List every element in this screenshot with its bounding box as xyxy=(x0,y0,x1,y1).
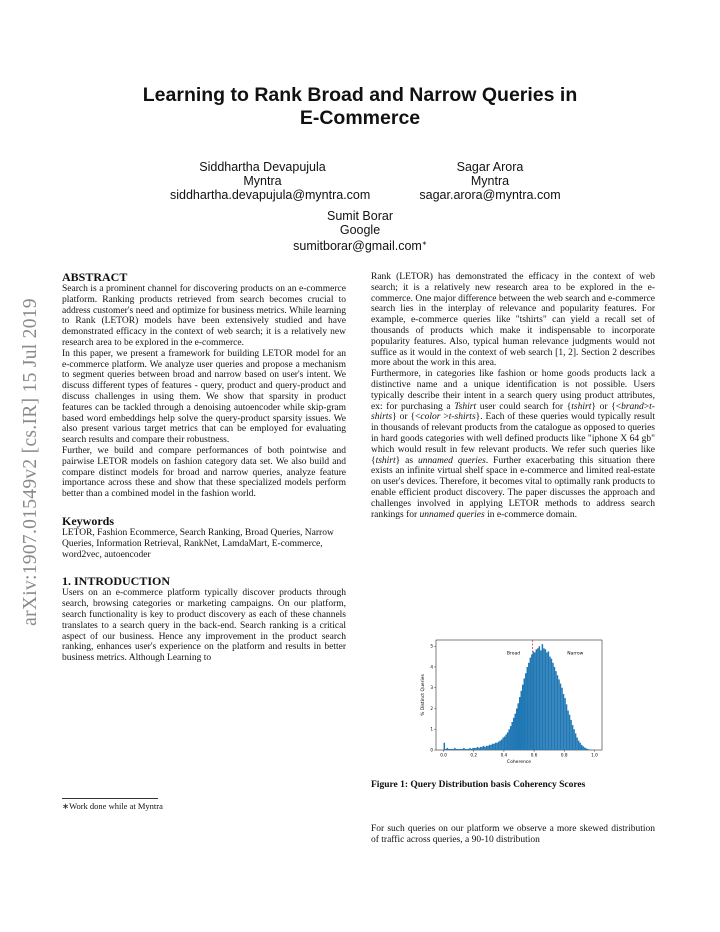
right-paragraph-2 xyxy=(371,369,655,520)
histogram-bar xyxy=(457,749,459,750)
text-run: } or {< xyxy=(591,401,622,412)
histogram-bar xyxy=(570,720,572,750)
y-tick-label: 0 xyxy=(430,747,433,753)
histogram-bar xyxy=(504,737,506,750)
introduction-paragraph: Users on an e-commerce platform typically discover products through search, browsing categories or marketing campaigns. On our platform, search functionality is key to product discovery as each of these channels translates to a search query in the back-end. Search ranking is a critical aspect of our business. Hence any improvement in the product search ranking, enhances user's experience on the platform and results in better business metrics. Although Learning to xyxy=(62,588,346,664)
histogram-bar xyxy=(517,703,519,750)
histogram-bar xyxy=(572,725,574,750)
histogram-bar xyxy=(555,671,557,750)
histogram-bar xyxy=(573,729,575,750)
histogram-bar xyxy=(498,742,500,750)
text-run: Furthermore, in categories like fashion or home goods products lack a distinctive name and a unique identification is not possible. Users typically describe their intent in a search query using product attributes, ex: for purchasing a xyxy=(371,369,655,412)
histogram-bar xyxy=(564,698,566,750)
histogram-bar xyxy=(545,649,547,750)
introduction-heading: 1. INTRODUCTION xyxy=(62,574,171,589)
histogram-bar xyxy=(474,748,476,750)
histogram-bar xyxy=(463,748,465,750)
histogram-bar xyxy=(557,675,559,750)
histogram-bar xyxy=(543,648,545,750)
histogram-bar xyxy=(534,652,536,750)
histogram-bar xyxy=(552,663,554,750)
text-run: } as xyxy=(395,455,419,466)
histogram-bar xyxy=(560,684,562,750)
italic-run: Tshirt xyxy=(454,401,477,412)
histogram-bar xyxy=(483,746,485,750)
histogram-bar xyxy=(582,746,584,750)
histogram-bar xyxy=(587,749,589,750)
histogram-bar xyxy=(575,733,577,750)
right-paragraph-1: Rank (LETOR) has demonstrated the efficacy in the context of web search; it is a relatively new research area to be explored in the e-commerce. One major difference between the web search and e-commerce search lies in the interplay of relevance and popularity features. For example, e-commerce queries like "tshirts" can yield a recall set of thousands of products which make it indispensable to incorporate popularity features. Also, typical human relevance judgments would not suffice as it would in the context of web search [1, 2]. Section 2 describes more about the work in this area. xyxy=(371,272,655,369)
histogram-bar xyxy=(469,748,471,750)
histogram-bar xyxy=(554,667,556,750)
histogram-bar xyxy=(561,688,563,750)
histogram-bar xyxy=(480,747,482,750)
histogram-bar xyxy=(549,657,551,750)
histogram-bar xyxy=(459,749,461,750)
histogram-bar xyxy=(451,749,453,750)
histogram-bar xyxy=(576,738,578,750)
narrow-annotation: Narrow xyxy=(567,651,584,657)
italic-run: unnamed queries xyxy=(418,455,486,466)
y-tick-label: 5 xyxy=(430,643,433,649)
histogram-bar xyxy=(579,743,581,750)
histogram-bar xyxy=(539,646,541,750)
right-column xyxy=(371,272,655,520)
text-run: > xyxy=(440,412,449,423)
left-column xyxy=(62,270,346,664)
histogram-bar xyxy=(502,738,504,750)
histogram-bar xyxy=(456,749,458,750)
histogram-bar xyxy=(531,655,533,750)
x-tick-label: 0.8 xyxy=(560,752,568,758)
broad-annotation: Broad xyxy=(506,651,521,657)
histogram-bar xyxy=(492,744,494,750)
histogram-bar xyxy=(495,743,497,750)
histogram-bar xyxy=(542,644,544,750)
histogram-bar xyxy=(536,649,538,750)
author-email: sagar.arora@myntra.com xyxy=(419,188,561,202)
histogram-bar xyxy=(540,650,542,750)
histogram-bar xyxy=(585,748,587,750)
x-axis-label: Coherence xyxy=(506,760,532,765)
y-tick-label: 1 xyxy=(430,726,433,732)
author-name: Sumit Borar xyxy=(327,209,393,223)
y-tick-label: 2 xyxy=(430,705,433,711)
arxiv-identifier xyxy=(18,262,44,662)
footnote: ∗Work done while at Myntra xyxy=(62,801,163,811)
italic-run: tshirt xyxy=(571,401,592,412)
author-block-1 xyxy=(170,160,371,202)
histogram-bar xyxy=(471,749,473,750)
italic-run: tshirt xyxy=(375,455,396,466)
histogram-bar xyxy=(462,749,464,750)
histogram-bar xyxy=(465,749,467,750)
paper-title xyxy=(60,84,660,130)
x-tick-label: 0.4 xyxy=(500,752,508,758)
histogram-bar xyxy=(530,658,532,750)
author-block-2 xyxy=(400,160,580,202)
after-figure-paragraph: For such queries on our platform we observe a more skewed distribution of traffic across queries, a 90-10 distribution xyxy=(371,824,655,845)
histogram-bar xyxy=(507,732,509,750)
histogram-bar xyxy=(460,749,462,750)
histogram-bar xyxy=(493,744,495,750)
histogram-bar xyxy=(533,651,535,750)
histogram-bar xyxy=(454,748,456,750)
italic-run: unnamed queries xyxy=(419,509,485,520)
histogram-bar xyxy=(546,652,548,750)
histogram-bar xyxy=(450,749,452,750)
author-name: Sagar Arora xyxy=(456,160,524,174)
histogram-bar xyxy=(468,749,470,750)
histogram-bar xyxy=(489,745,491,750)
histogram-bar xyxy=(522,685,524,750)
title-line-1: Learning to Rank Broad and Narrow Queries in xyxy=(142,84,578,106)
footnote-rule xyxy=(62,798,158,799)
histogram-bar xyxy=(528,663,530,750)
histogram-bar xyxy=(569,715,571,750)
x-tick-label: 0.6 xyxy=(530,752,538,758)
histogram-bar xyxy=(505,734,507,750)
title-line-2: E-Commerce xyxy=(299,107,421,129)
histogram-bar xyxy=(513,718,515,750)
text-run: } or {< xyxy=(392,412,421,423)
author-email: siddhartha.devapujula@myntra.com xyxy=(170,188,371,202)
italic-run: color xyxy=(420,412,441,423)
y-axis-label: % Distinct Queries xyxy=(421,674,426,716)
abstract-paragraph-3: Further, we build and compare performances of both pointwise and pairwise LETOR models on fashion category data set. We also build and compare distinct models for broad and narrow queries, analyze feature importance across these and show that these specialized models perform better than a combined model in the fashion world. xyxy=(62,445,346,500)
histogram-bar xyxy=(527,667,529,750)
x-tick-label: 1.0 xyxy=(591,752,598,758)
histogram-bar xyxy=(525,673,527,750)
histogram-bar xyxy=(496,743,498,750)
histogram-bar xyxy=(472,748,474,750)
text-run: > xyxy=(643,401,650,412)
author-affiliation: Google xyxy=(339,223,381,237)
text-run: }. Each of these queries would typically result in thousands of relevant products from the catalogue as opposed to queries in hard goods categories with well defined products like "iphone X 64 gb" which would result in few relevant products. We refer such queries like { xyxy=(371,412,655,466)
footnote-mark: ∗ xyxy=(421,241,427,247)
histogram-bar xyxy=(521,691,523,750)
histogram-bar xyxy=(584,748,586,750)
x-tick-label: 0.0 xyxy=(440,752,447,758)
histogram-bar xyxy=(519,697,521,750)
histogram-bar xyxy=(510,726,512,750)
histogram-bar xyxy=(567,711,569,750)
histogram-bar xyxy=(511,722,513,750)
histogram-bar xyxy=(581,745,583,750)
y-tick-label: 3 xyxy=(430,685,433,691)
histogram-bar xyxy=(466,749,468,750)
histogram-bar xyxy=(478,748,480,750)
abstract-paragraph-2: In this paper, we present a framework for building LETOR model for an e-commerce platform. We analyze user queries and propose a mechanism to segment queries between broad and narrow based on user's intent. We discuss different types of features - query, product and query-product and discuss challenges in using them. We show that sparsity in product features can be tackled through a denoising autoencoder while skip-gram based word embeddings help solve the query-product sparsity issues. We also present various target metrics that can be employed for evaluating search results and compare their robustness. xyxy=(62,348,346,446)
author-email: sumitborar@gmail.com xyxy=(293,239,422,254)
coherence-histogram xyxy=(418,636,608,768)
histogram-bar xyxy=(516,708,518,750)
histogram-bar xyxy=(475,748,477,750)
author-email-line xyxy=(270,237,450,253)
arxiv-identifier-text: arXiv:1907.01549v2 [cs.IR] 15 Jul 2019 xyxy=(20,298,41,626)
histogram-bar xyxy=(445,749,447,750)
author-affiliation: Myntra xyxy=(470,174,510,188)
histogram-bar xyxy=(444,743,446,750)
histogram-bar xyxy=(486,746,488,750)
histogram-bar xyxy=(447,748,449,750)
histogram-bar xyxy=(548,651,550,750)
text-run: . Further exacerbating this situation there exists an infinite virtual shelf space in e-commerce and limited real-estate on user's devices. Therefore, it becomes vital to optimally rank products to enable efficient product discovery. The paper discusses the approach and challenges involved in applying LETOR methods to address search rankings for xyxy=(371,455,655,520)
figure-caption: Figure 1: Query Distribution basis Coherency Scores xyxy=(371,780,586,790)
text-run: user could search for { xyxy=(476,401,572,412)
abstract-paragraph-1: Search is a prominent channel for discovering products on an e-commerce platform. Ranking products retrieved from search becomes crucial to address customer's need and optimize for business metrics. While learning to Rank (LETOR) models have been extensively studied and have demonstrated efficacy in the context of web search; it is a relatively new research area to be explored in the e-commerce. xyxy=(62,284,346,348)
chart-bars xyxy=(444,644,595,750)
y-tick-label: 4 xyxy=(430,664,433,670)
author-block-3 xyxy=(270,209,450,253)
histogram-bar xyxy=(484,747,486,750)
italic-run: t-shirts xyxy=(448,412,476,423)
histogram-bar xyxy=(508,729,510,750)
keywords-heading: Keywords xyxy=(62,513,114,528)
histogram-bar xyxy=(487,746,489,750)
histogram-bar xyxy=(537,648,539,750)
abstract-heading: ABSTRACT xyxy=(62,270,128,284)
histogram-bar xyxy=(558,679,560,750)
text-run: in e-commerce domain. xyxy=(484,509,578,520)
histogram-bar xyxy=(490,745,492,750)
italic-run: t-shirts xyxy=(371,401,655,423)
histogram-bar xyxy=(524,678,526,750)
histogram-bar xyxy=(453,749,455,750)
author-name: Siddhartha Devapujula xyxy=(199,160,326,174)
histogram-bar xyxy=(501,740,503,750)
italic-run: brand xyxy=(621,401,644,412)
author-affiliation: Myntra xyxy=(243,174,282,188)
histogram-bar xyxy=(563,694,565,750)
keywords-text: LETOR, Fashion Ecommerce, Search Ranking, Broad Queries, Narrow Queries, Information Retrieval, RankNet, LamdaMart, E-commerce, word2vec, autoencoder xyxy=(62,527,334,560)
histogram-bar xyxy=(477,747,479,750)
histogram-bar xyxy=(578,741,580,750)
histogram-bar xyxy=(588,749,590,750)
x-tick-label: 0.2 xyxy=(470,752,478,758)
histogram-bar xyxy=(551,659,553,750)
histogram-bar xyxy=(566,704,568,750)
histogram-bar xyxy=(481,747,483,750)
histogram-bar xyxy=(514,714,516,750)
histogram-bar xyxy=(499,741,501,750)
histogram-bar xyxy=(448,749,450,750)
